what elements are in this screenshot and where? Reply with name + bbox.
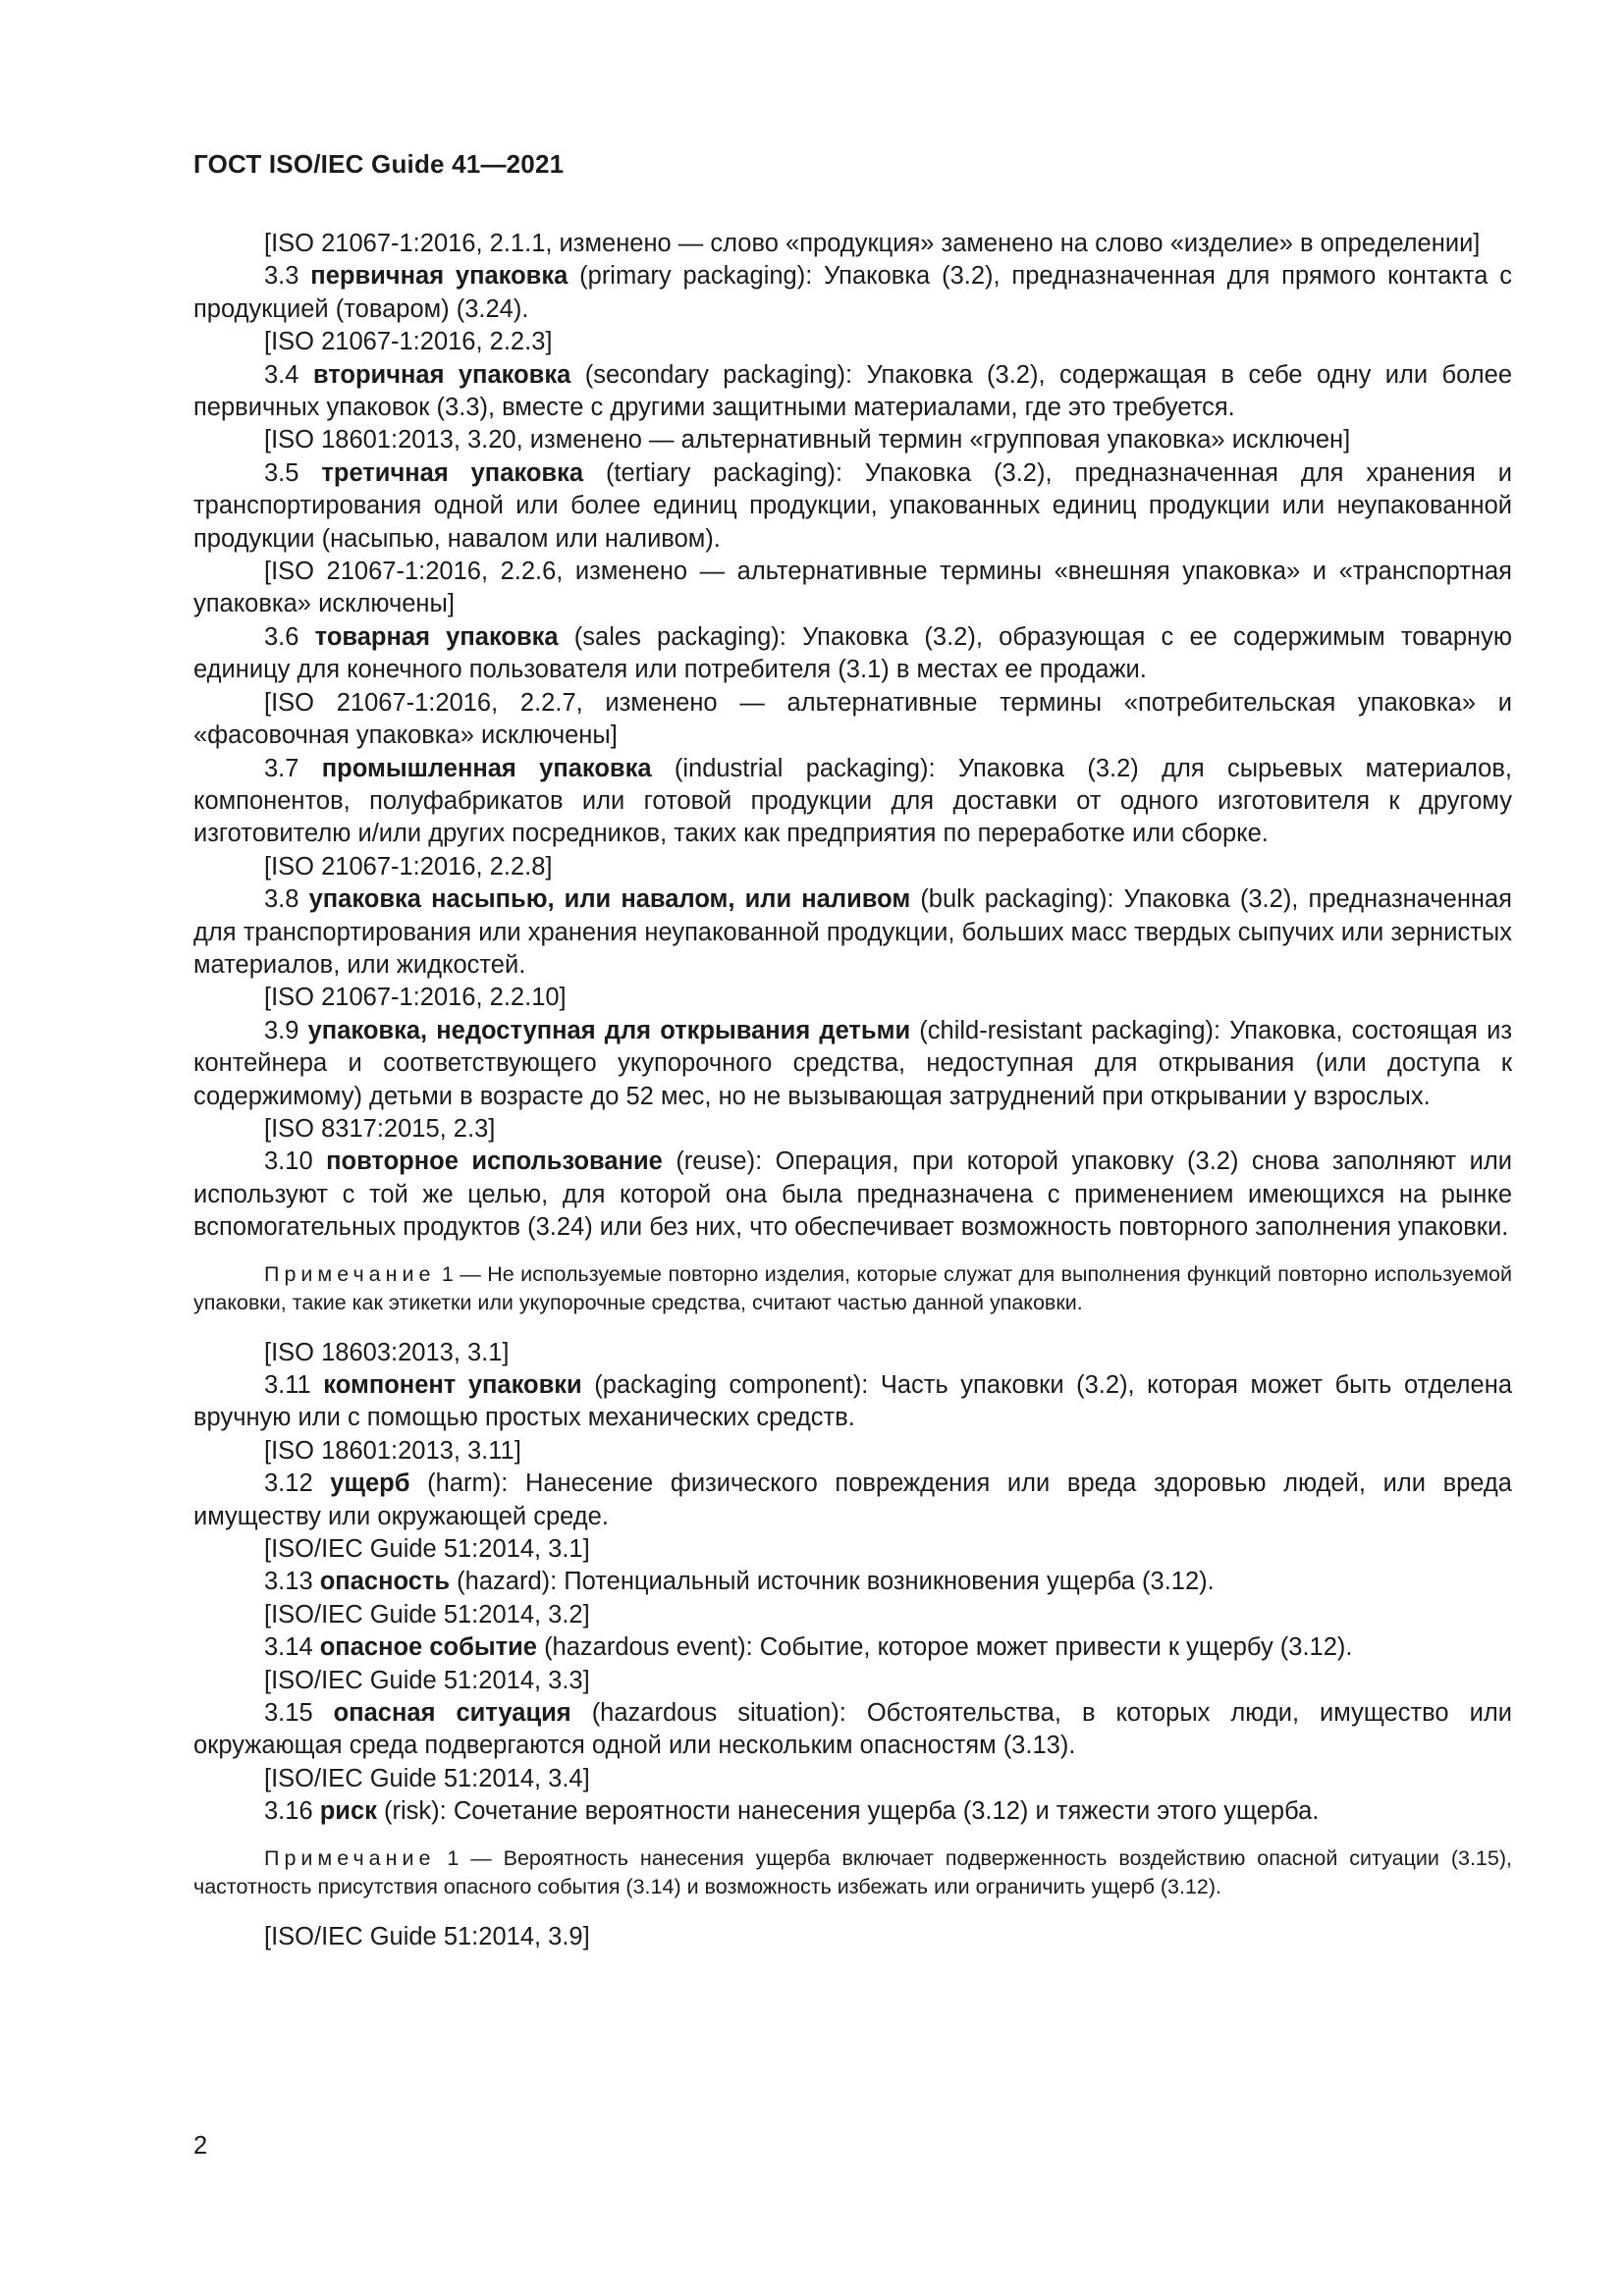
term-number: 3.3 <box>264 262 299 291</box>
note <box>193 1844 1512 1901</box>
term-definition: (tertiary packaging): Упаковка (3.2), предназначенная для хранения и транспортирования одной или более единиц продукции, упакованных единиц продукции или неупакованной продукции (насыпью, навалом или наливом). <box>193 458 1512 553</box>
term-number: 3.7 <box>264 754 299 782</box>
source-reference: [ISO 21067-1:2016, 2.2.7, изменено — альтернативные термины «потребительская упаковка» и «фасовочная упаковка» исключены] <box>193 688 1512 750</box>
term-definition: (hazard): Потенциальный источник возникновения ущерба (3.12). <box>457 1568 1215 1596</box>
source-reference: [ISO 18601:2013, 3.11] <box>264 1436 521 1465</box>
term-name: третичная упаковка <box>321 458 584 487</box>
source-reference: [ISO 21067-1:2016, 2.2.3] <box>264 328 553 356</box>
term-number: 3.16 <box>264 1797 313 1826</box>
term-name: упаковка насыпью, или навалом, или наливом <box>308 885 911 914</box>
term-name: опасная ситуация <box>333 1699 571 1728</box>
term-definition: (hazardous event): Событие, которое может привести к ущербу (3.12). <box>544 1633 1353 1662</box>
source-reference: [ISO/IEC Guide 51:2014, 3.2] <box>264 1600 590 1629</box>
source-reference: [ISO/IEC Guide 51:2014, 3.1] <box>264 1535 590 1564</box>
note-text: 1 — Не используемые повторно изделия, которые служат для выполнения функций повторно используемой упаковки, такие как этикетки или укупорочные средства, считают частью данной упаковки. <box>193 1261 1512 1314</box>
term-number: 3.10 <box>264 1148 313 1176</box>
term-name: повторное использование <box>326 1148 663 1176</box>
term-entry-3-6 <box>193 621 1512 687</box>
note <box>193 1260 1512 1317</box>
term-definition: (harm): Нанесение физического повреждения или вреда здоровью людей, или вреда имуществу или окружающей среде. <box>193 1469 1512 1530</box>
source-reference: [ISO/IEC Guide 51:2014, 3.4] <box>264 1764 590 1792</box>
term-entry-3-10 <box>193 1146 1512 1244</box>
term-entry-3-5 <box>193 457 1512 556</box>
source-reference: [ISO 18603:2013, 3.1] <box>264 1338 510 1366</box>
term-name: опасное событие <box>319 1633 537 1662</box>
term-name: первичная упаковка <box>310 262 568 291</box>
term-number: 3.12 <box>264 1469 313 1498</box>
term-name: товарная упаковка <box>314 622 559 651</box>
term-number: 3.8 <box>264 885 299 914</box>
term-entry-3-16 <box>193 1795 1512 1828</box>
term-entry-3-13 <box>193 1566 1512 1598</box>
term-name: риск <box>319 1797 377 1826</box>
term-number: 3.5 <box>264 458 299 487</box>
term-entry-3-7 <box>193 753 1512 851</box>
source-reference: [ISO 21067-1:2016, 2.2.10] <box>264 984 567 1012</box>
term-definition: (primary packaging): Упаковка (3.2), предназначенная для прямого контакта с продукцией (товаром) (3.24). <box>193 262 1512 323</box>
term-definition: (reuse): Операция, при которой упаковку (3.2) снова заполняют или используют с той же целью, для которой она была предназначена с применением имеющихся на рынке вспомогательных продуктов (3.24) или без них, что обеспечивает возможность повторного заполнения упаковки. <box>193 1148 1512 1242</box>
source-reference: [ISO 18601:2013, 3.20, изменено — альтернативный термин «групповая упаковка» исключен] <box>264 426 1351 454</box>
document-body <box>193 228 1512 1953</box>
source-reference: [ISO 8317:2015, 2.3] <box>264 1114 496 1143</box>
term-entry-3-9 <box>193 1015 1512 1113</box>
source-reference: [ISO/IEC Guide 51:2014, 3.3] <box>264 1666 590 1694</box>
note-label: Примечание <box>264 1845 436 1870</box>
term-definition: (industrial packaging): Упаковка (3.2) для сырьевых материалов, компонентов, полуфабрикатов или готовой продукции для доставки от одного изготовителя к другому изготовителю и/или других посредников, таких как предприятия по переработке или сборке. <box>193 754 1512 848</box>
term-entry-3-12 <box>193 1468 1512 1533</box>
term-name: упаковка, недоступная для открывания детьми <box>307 1016 911 1044</box>
term-number: 3.13 <box>264 1568 313 1596</box>
term-entry-3-4 <box>193 359 1512 425</box>
term-entry-3-8 <box>193 883 1512 982</box>
term-definition: (secondary packaging): Упаковка (3.2), содержащая в себе одну или более первичных упаковок (3.3), вместе с другими защитными материалами, где это требуется. <box>193 360 1513 422</box>
term-name: промышленная упаковка <box>321 754 652 782</box>
source-reference: [ISO 21067-1:2016, 2.2.6, изменено — альтернативные термины «внешняя упаковка» и «транспортная упаковка» исключены] <box>193 558 1512 618</box>
term-definition: (child-resistant packaging): Упаковка, состоящая из контейнера и соответствующего укупорочного средства, недоступная для открывания (или доступа к содержимому) детьми в возрасте до 52 мес, но не вызывающая затруднений при открывании у взрослых. <box>193 1016 1513 1110</box>
term-number: 3.9 <box>264 1016 299 1044</box>
term-name: ущерб <box>330 1469 410 1498</box>
term-definition: (bulk packaging): Упаковка (3.2), предназначенная для транспортирования или хранения неупакованной продукции, больших масс твердых сыпучих или зернистых материалов, или жидкостей. <box>193 885 1512 979</box>
term-name: вторичная упаковка <box>312 360 571 389</box>
term-definition: (sales packaging): Упаковка (3.2), образующая с ее содержимым товарную единицу для конечного пользователя или потребителя (3.1) в местах ее продажи. <box>193 622 1512 684</box>
term-entry-3-14 <box>193 1631 1512 1664</box>
term-number: 3.14 <box>264 1633 313 1662</box>
term-number: 3.4 <box>264 360 299 389</box>
term-entry-3-11 <box>193 1369 1512 1435</box>
source-reference: [ISO 21067-1:2016, 2.2.8] <box>264 852 553 881</box>
source-reference: [ISO/IEC Guide 51:2014, 3.9] <box>264 1922 590 1950</box>
term-entry-3-15 <box>193 1697 1512 1763</box>
term-entry-3-3 <box>193 260 1512 326</box>
note-text: 1 — Вероятность нанесения ущерба включает подверженность воздействию опасной ситуации (3.15), частотность присутствия опасного события (3.14) и возможность избежать или ограничить ущерб (3.12). <box>193 1845 1512 1898</box>
page-number: 2 <box>193 2132 208 2160</box>
document-header: ГОСТ ISO/IEC Guide 41—2021 <box>193 149 565 179</box>
term-number: 3.6 <box>264 622 299 651</box>
term-name: компонент упаковки <box>323 1371 582 1399</box>
note-label: Примечание <box>264 1261 436 1286</box>
term-definition: (risk): Сочетание вероятности нанесения ущерба (3.12) и тяжести этого ущерба. <box>384 1797 1320 1826</box>
term-number: 3.15 <box>264 1699 313 1728</box>
source-reference: [ISO 21067-1:2016, 2.1.1, изменено — слово «продукция» заменено на слово «изделие» в определении] <box>264 230 1481 257</box>
term-number: 3.11 <box>264 1371 311 1399</box>
term-definition: (packaging component): Часть упаковки (3.2), которая может быть отделена вручную или с помощью простых механических средств. <box>193 1371 1513 1432</box>
term-definition: (hazardous situation): Обстоятельства, в которых люди, имущество или окружающая среда подвергаются одной или нескольким опасностям (3.13). <box>193 1699 1512 1760</box>
term-name: опасность <box>319 1568 451 1596</box>
